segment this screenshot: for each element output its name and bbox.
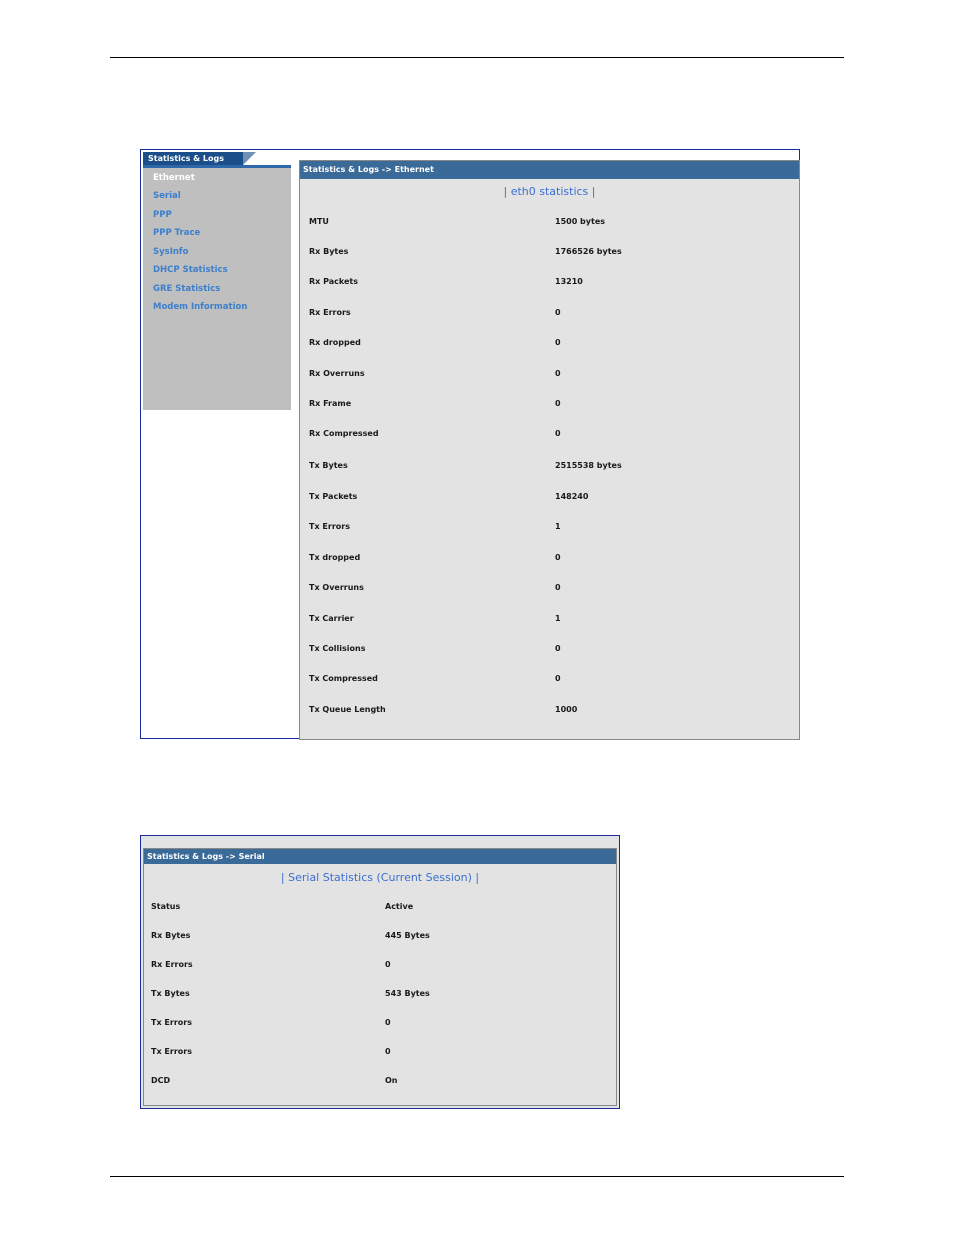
- stat-value: 0: [385, 960, 391, 969]
- stat-label: Rx dropped: [309, 338, 361, 347]
- ethernet-stats-panel: [299, 160, 800, 740]
- stat-value: 13210: [555, 277, 583, 286]
- stat-label: MTU: [309, 217, 329, 226]
- stat-label: Tx Collisions: [309, 644, 366, 653]
- panel-title: | Serial Statistics (Current Session) |: [280, 871, 480, 884]
- stat-label: Rx Errors: [151, 960, 193, 969]
- stat-label: Tx Bytes: [151, 989, 190, 998]
- sidebar-item-ppp[interactable]: PPP: [153, 210, 172, 220]
- panel-header-breadcrumb: Statistics & Logs -> Ethernet: [300, 161, 799, 179]
- stat-label: Tx Bytes: [309, 461, 348, 470]
- stat-value: 1000: [555, 705, 578, 714]
- stat-value: 1500 bytes: [555, 217, 606, 226]
- sidebar-item-dhcp-statistics[interactable]: DHCP Statistics: [153, 265, 228, 275]
- ethernet-statistics-screenshot: [140, 149, 800, 739]
- serial-stats-panel: [143, 848, 617, 1106]
- stat-label: Tx Carrier: [309, 614, 354, 623]
- sidebar-item-ppp-trace[interactable]: PPP Trace: [153, 228, 201, 238]
- header-rule: [110, 57, 844, 58]
- sidebar-tab-corner: [243, 152, 256, 165]
- stat-label: Status: [151, 902, 181, 911]
- stat-value: 1: [555, 522, 561, 531]
- stat-label: Tx dropped: [309, 553, 361, 562]
- stat-label: Tx Queue Length: [309, 705, 386, 714]
- stat-value: 0: [555, 369, 561, 378]
- stat-value: 0: [555, 644, 561, 653]
- sidebar-tab-statistics-logs[interactable]: Statistics & Logs: [143, 152, 243, 165]
- stat-value: 0: [555, 674, 561, 683]
- panel-title: | eth0 statistics |: [503, 185, 596, 198]
- stat-value: 0: [385, 1018, 391, 1027]
- stat-label: Rx Bytes: [309, 247, 349, 256]
- stat-label: Tx Errors: [309, 522, 350, 531]
- stat-value: 0: [385, 1047, 391, 1056]
- stat-label: Tx Compressed: [309, 674, 378, 683]
- stat-label: Rx Errors: [309, 308, 351, 317]
- stat-label: Rx Bytes: [151, 931, 191, 940]
- stat-label: Rx Packets: [309, 277, 359, 286]
- footer-rule: [110, 1176, 844, 1177]
- stat-value: 0: [555, 429, 561, 438]
- stat-label: Tx Overruns: [309, 583, 364, 592]
- stat-value: On: [385, 1076, 398, 1085]
- stat-label: Tx Errors: [151, 1018, 192, 1027]
- serial-statistics-screenshot: [140, 835, 620, 1109]
- stat-label: Tx Packets: [309, 492, 358, 501]
- stat-label: Rx Frame: [309, 399, 352, 408]
- stat-value: 445 Bytes: [385, 931, 430, 940]
- sidebar-item-gre-statistics[interactable]: GRE Statistics: [153, 284, 221, 294]
- stat-value: 0: [555, 399, 561, 408]
- stat-value: 0: [555, 553, 561, 562]
- stat-label: Tx Errors: [151, 1047, 192, 1056]
- sidebar-menu: [143, 168, 291, 410]
- stat-value: Active: [385, 902, 414, 911]
- stat-value: 0: [555, 583, 561, 592]
- stat-value: 0: [555, 308, 561, 317]
- stat-value: 0: [555, 338, 561, 347]
- stat-value: 2515538 bytes: [555, 461, 622, 470]
- stat-value: 148240: [555, 492, 589, 501]
- stat-label: DCD: [151, 1076, 171, 1085]
- stat-value: 1766526 bytes: [555, 247, 622, 256]
- panel-header-breadcrumb: Statistics & Logs -> Serial: [144, 849, 616, 864]
- sidebar-item-ethernet[interactable]: Ethernet: [153, 173, 195, 183]
- sidebar-item-sysinfo[interactable]: SysInfo: [153, 247, 189, 257]
- sidebar-item-serial[interactable]: Serial: [153, 191, 181, 201]
- stat-label: Rx Compressed: [309, 429, 379, 438]
- stat-value: 1: [555, 614, 561, 623]
- stat-value: 543 Bytes: [385, 989, 430, 998]
- stat-label: Rx Overruns: [309, 369, 365, 378]
- sidebar-item-modem-information[interactable]: Modem Information: [153, 302, 248, 312]
